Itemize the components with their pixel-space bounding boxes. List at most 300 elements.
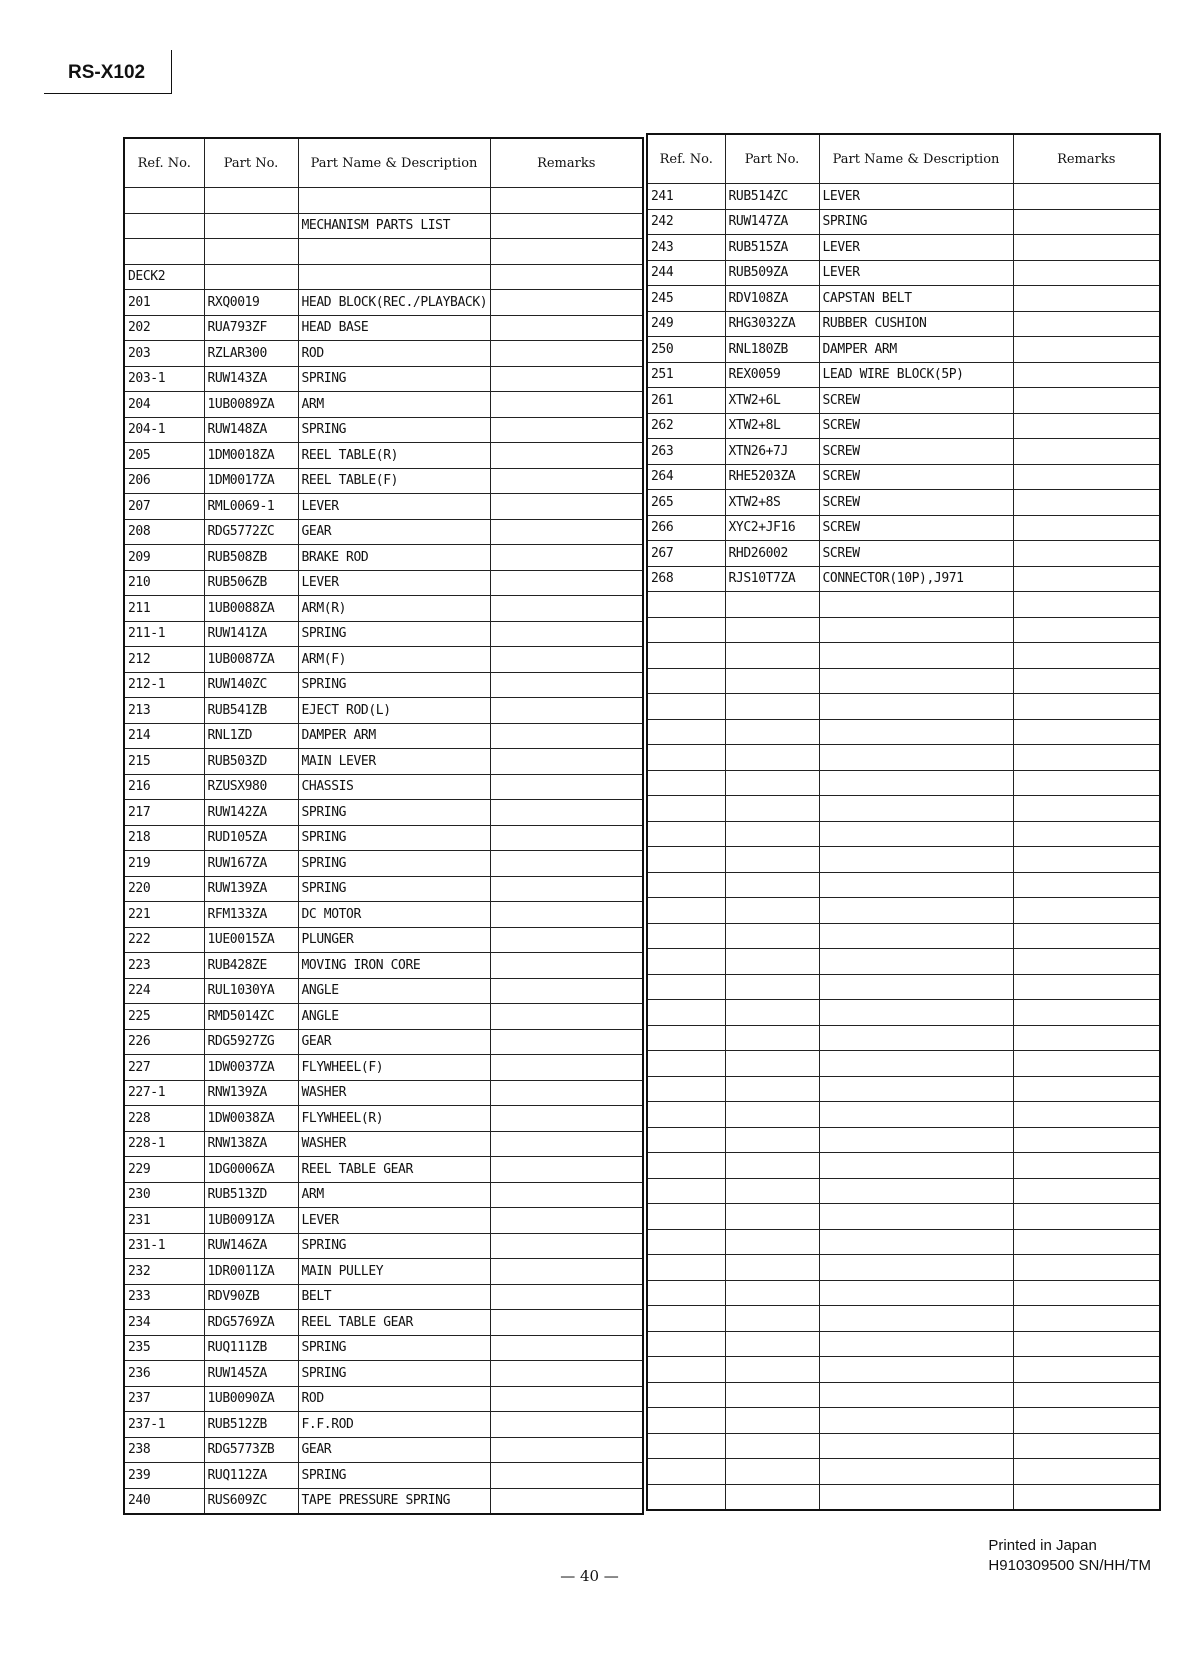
cell-remarks xyxy=(1013,668,1160,694)
table-row xyxy=(647,1459,1160,1485)
cell-part-no: RNW138ZA xyxy=(204,1131,298,1157)
table-row xyxy=(647,1331,1160,1357)
table-row xyxy=(124,621,643,647)
table-row xyxy=(647,337,1160,363)
cell-remarks xyxy=(1013,1382,1160,1408)
table-row xyxy=(124,1463,643,1489)
cell-ref-no: 227 xyxy=(124,1055,204,1081)
table-row xyxy=(647,490,1160,516)
cell-description: SCREW xyxy=(819,413,1013,439)
header-remarks: Remarks xyxy=(1013,134,1160,184)
cell-remarks xyxy=(1013,1459,1160,1485)
cell-description xyxy=(298,264,490,290)
table-row xyxy=(647,949,1160,975)
cell-remarks xyxy=(1013,337,1160,363)
cell-part-no: RUB515ZA xyxy=(725,235,819,261)
cell-remarks xyxy=(1013,1433,1160,1459)
cell-part-no: RDV90ZB xyxy=(204,1284,298,1310)
cell-remarks xyxy=(490,1259,643,1285)
cell-remarks xyxy=(490,1335,643,1361)
table-row xyxy=(647,1204,1160,1230)
table-row xyxy=(647,872,1160,898)
cell-ref-no xyxy=(647,1255,725,1281)
cell-remarks xyxy=(1013,1025,1160,1051)
cell-description: ROD xyxy=(298,341,490,367)
table-row xyxy=(647,1382,1160,1408)
cell-description xyxy=(819,745,1013,771)
cell-description: CONNECTOR(10P),J971 xyxy=(819,566,1013,592)
cell-part-no xyxy=(725,821,819,847)
table-row xyxy=(124,647,643,673)
cell-remarks xyxy=(490,953,643,979)
cell-part-no: RDV108ZA xyxy=(725,286,819,312)
cell-description xyxy=(819,1459,1013,1485)
cell-remarks xyxy=(490,1157,643,1183)
table-row xyxy=(124,774,643,800)
table-row xyxy=(124,825,643,851)
cell-remarks xyxy=(490,851,643,877)
cell-remarks xyxy=(1013,362,1160,388)
cell-part-no: 1UB0091ZA xyxy=(204,1208,298,1234)
cell-remarks xyxy=(490,698,643,724)
cell-part-no: RNL1ZD xyxy=(204,723,298,749)
table-header-row xyxy=(124,138,643,188)
cell-remarks xyxy=(1013,694,1160,720)
cell-description: CAPSTAN BELT xyxy=(819,286,1013,312)
cell-ref-no: 240 xyxy=(124,1488,204,1514)
cell-part-no xyxy=(725,898,819,924)
cell-part-no xyxy=(725,796,819,822)
table-row xyxy=(124,213,643,239)
cell-remarks xyxy=(490,1284,643,1310)
cell-ref-no xyxy=(647,847,725,873)
cell-remarks xyxy=(1013,1484,1160,1510)
cell-part-no: RDG5769ZA xyxy=(204,1310,298,1336)
cell-description xyxy=(819,1357,1013,1383)
cell-part-no xyxy=(725,1127,819,1153)
cell-ref-no: 268 xyxy=(647,566,725,592)
cell-ref-no: 220 xyxy=(124,876,204,902)
cell-part-no: RNL180ZB xyxy=(725,337,819,363)
cell-part-no xyxy=(725,1306,819,1332)
cell-description: SPRING xyxy=(298,417,490,443)
cell-ref-no: 213 xyxy=(124,698,204,724)
cell-remarks xyxy=(1013,541,1160,567)
table-row xyxy=(647,719,1160,745)
header-ref-no: Ref. No. xyxy=(647,134,725,184)
cell-remarks xyxy=(1013,898,1160,924)
cell-remarks xyxy=(490,443,643,469)
cell-ref-no: 245 xyxy=(647,286,725,312)
cell-part-no xyxy=(725,872,819,898)
cell-ref-no: 210 xyxy=(124,570,204,596)
cell-remarks xyxy=(1013,184,1160,210)
cell-part-no xyxy=(725,1204,819,1230)
cell-ref-no xyxy=(647,1000,725,1026)
cell-ref-no: 261 xyxy=(647,388,725,414)
table-row xyxy=(647,209,1160,235)
cell-description xyxy=(819,1076,1013,1102)
cell-remarks xyxy=(490,213,643,239)
cell-part-no: RUB541ZB xyxy=(204,698,298,724)
table-row xyxy=(647,1076,1160,1102)
cell-description: SCREW xyxy=(819,439,1013,465)
cell-description: SPRING xyxy=(298,366,490,392)
table-row xyxy=(647,464,1160,490)
cell-part-no xyxy=(204,264,298,290)
cell-part-no: RUW167ZA xyxy=(204,851,298,877)
cell-remarks xyxy=(1013,1102,1160,1128)
cell-ref-no xyxy=(647,974,725,1000)
cell-ref-no: 244 xyxy=(647,260,725,286)
cell-part-no: RUW145ZA xyxy=(204,1361,298,1387)
cell-remarks xyxy=(490,1208,643,1234)
cell-ref-no xyxy=(647,949,725,975)
cell-remarks xyxy=(490,1080,643,1106)
table-row xyxy=(124,596,643,622)
cell-ref-no: 266 xyxy=(647,515,725,541)
cell-description xyxy=(819,1306,1013,1332)
cell-ref-no xyxy=(647,1331,725,1357)
cell-part-no xyxy=(725,1076,819,1102)
cell-remarks xyxy=(490,570,643,596)
cell-description: SCREW xyxy=(819,541,1013,567)
cell-ref-no: 211 xyxy=(124,596,204,622)
cell-part-no: RUS609ZC xyxy=(204,1488,298,1514)
cell-ref-no xyxy=(647,1484,725,1510)
cell-part-no xyxy=(204,213,298,239)
cell-description xyxy=(819,796,1013,822)
cell-part-no: XTW2+6L xyxy=(725,388,819,414)
cell-remarks xyxy=(490,341,643,367)
cell-description xyxy=(819,1127,1013,1153)
cell-description xyxy=(819,719,1013,745)
table-row xyxy=(647,439,1160,465)
cell-remarks xyxy=(1013,872,1160,898)
cell-remarks xyxy=(1013,413,1160,439)
cell-description xyxy=(819,1102,1013,1128)
cell-ref-no: 217 xyxy=(124,800,204,826)
cell-remarks xyxy=(490,1182,643,1208)
cell-ref-no: 231 xyxy=(124,1208,204,1234)
cell-remarks xyxy=(1013,311,1160,337)
cell-remarks xyxy=(490,876,643,902)
cell-description: GEAR xyxy=(298,1437,490,1463)
cell-ref-no: 262 xyxy=(647,413,725,439)
table-row xyxy=(124,927,643,953)
cell-description: F.F.ROD xyxy=(298,1412,490,1438)
cell-ref-no xyxy=(647,1433,725,1459)
cell-ref-no xyxy=(647,592,725,618)
cell-part-no xyxy=(725,770,819,796)
header-ref-no: Ref. No. xyxy=(124,138,204,188)
cell-part-no xyxy=(725,1102,819,1128)
table-row xyxy=(124,698,643,724)
cell-remarks xyxy=(1013,974,1160,1000)
table-row xyxy=(647,617,1160,643)
cell-ref-no: 231-1 xyxy=(124,1233,204,1259)
table-row xyxy=(124,519,643,545)
cell-part-no xyxy=(204,188,298,214)
cell-ref-no: 202 xyxy=(124,315,204,341)
cell-description xyxy=(819,821,1013,847)
table-row xyxy=(124,1004,643,1030)
header-part-no: Part No. xyxy=(204,138,298,188)
cell-ref-no: DECK2 xyxy=(124,264,204,290)
cell-remarks xyxy=(490,621,643,647)
cell-ref-no xyxy=(647,898,725,924)
cell-ref-no xyxy=(647,668,725,694)
cell-description: SCREW xyxy=(819,388,1013,414)
cell-remarks xyxy=(490,417,643,443)
cell-remarks xyxy=(1013,949,1160,975)
cell-remarks xyxy=(490,647,643,673)
cell-description: SPRING xyxy=(298,1361,490,1387)
cell-part-no: XTN26+7J xyxy=(725,439,819,465)
table-row xyxy=(647,1178,1160,1204)
cell-remarks xyxy=(1013,719,1160,745)
table-row xyxy=(124,290,643,316)
table-row xyxy=(647,643,1160,669)
cell-ref-no xyxy=(647,1102,725,1128)
cell-ref-no: 265 xyxy=(647,490,725,516)
cell-part-no: 1UB0090ZA xyxy=(204,1386,298,1412)
cell-description: SPRING xyxy=(819,209,1013,235)
cell-description: SPRING xyxy=(298,1233,490,1259)
cell-ref-no xyxy=(647,770,725,796)
cell-part-no xyxy=(725,1382,819,1408)
cell-ref-no xyxy=(124,213,204,239)
cell-ref-no: 249 xyxy=(647,311,725,337)
table-row xyxy=(647,515,1160,541)
cell-part-no: RHD26002 xyxy=(725,541,819,567)
table-row xyxy=(647,388,1160,414)
cell-part-no: RUW141ZA xyxy=(204,621,298,647)
cell-remarks xyxy=(1013,923,1160,949)
table-row xyxy=(647,362,1160,388)
cell-description: HEAD BASE xyxy=(298,315,490,341)
cell-ref-no: 238 xyxy=(124,1437,204,1463)
cell-ref-no: 228 xyxy=(124,1106,204,1132)
table-row xyxy=(124,239,643,265)
table-row xyxy=(647,974,1160,1000)
cell-ref-no xyxy=(647,719,725,745)
table-row xyxy=(124,1106,643,1132)
cell-remarks xyxy=(490,1106,643,1132)
cell-ref-no: 242 xyxy=(647,209,725,235)
cell-remarks xyxy=(1013,439,1160,465)
cell-description: FLYWHEEL(R) xyxy=(298,1106,490,1132)
table-row xyxy=(647,541,1160,567)
cell-remarks xyxy=(1013,260,1160,286)
cell-ref-no: 216 xyxy=(124,774,204,800)
cell-remarks xyxy=(1013,1051,1160,1077)
cell-part-no: RUA793ZF xyxy=(204,315,298,341)
cell-description xyxy=(298,188,490,214)
parts-table-left xyxy=(123,137,644,1515)
cell-part-no: RXQ0019 xyxy=(204,290,298,316)
cell-remarks xyxy=(1013,1153,1160,1179)
cell-remarks xyxy=(1013,1127,1160,1153)
cell-description xyxy=(819,1331,1013,1357)
cell-description xyxy=(819,1280,1013,1306)
table-row xyxy=(647,796,1160,822)
cell-description: SCREW xyxy=(819,490,1013,516)
cell-remarks xyxy=(490,774,643,800)
cell-part-no: RUQ112ZA xyxy=(204,1463,298,1489)
cell-description: LEAD WIRE BLOCK(5P) xyxy=(819,362,1013,388)
table-row xyxy=(647,1025,1160,1051)
table-row xyxy=(647,1000,1160,1026)
cell-description: ARM xyxy=(298,392,490,418)
table-row xyxy=(124,315,643,341)
cell-part-no: RUQ111ZB xyxy=(204,1335,298,1361)
cell-part-no: RUW146ZA xyxy=(204,1233,298,1259)
cell-ref-no xyxy=(124,239,204,265)
table-row xyxy=(124,1080,643,1106)
cell-description: SPRING xyxy=(298,825,490,851)
cell-ref-no: 211-1 xyxy=(124,621,204,647)
table-row xyxy=(647,1229,1160,1255)
table-row xyxy=(124,443,643,469)
table-row xyxy=(647,668,1160,694)
cell-description: MAIN LEVER xyxy=(298,749,490,775)
table-row xyxy=(124,366,643,392)
table-row xyxy=(647,847,1160,873)
table-row xyxy=(124,341,643,367)
table-row xyxy=(647,184,1160,210)
cell-description xyxy=(819,1382,1013,1408)
cell-ref-no: 229 xyxy=(124,1157,204,1183)
table-row xyxy=(647,1153,1160,1179)
table-row xyxy=(124,188,643,214)
cell-remarks xyxy=(490,1386,643,1412)
cell-ref-no xyxy=(647,796,725,822)
cell-remarks xyxy=(490,1361,643,1387)
cell-ref-no xyxy=(647,694,725,720)
cell-part-no: RUB514ZC xyxy=(725,184,819,210)
table-row xyxy=(647,235,1160,261)
table-row xyxy=(124,851,643,877)
table-row xyxy=(647,286,1160,312)
cell-part-no: 1UB0089ZA xyxy=(204,392,298,418)
cell-ref-no: 230 xyxy=(124,1182,204,1208)
cell-ref-no xyxy=(647,923,725,949)
cell-part-no xyxy=(725,1051,819,1077)
header-part-no: Part No. xyxy=(725,134,819,184)
cell-remarks xyxy=(490,239,643,265)
cell-description: ARM(R) xyxy=(298,596,490,622)
cell-ref-no: 237-1 xyxy=(124,1412,204,1438)
cell-remarks xyxy=(1013,847,1160,873)
cell-ref-no: 215 xyxy=(124,749,204,775)
cell-description: SPRING xyxy=(298,621,490,647)
table-row xyxy=(124,1437,643,1463)
cell-remarks xyxy=(490,672,643,698)
cell-part-no xyxy=(725,1280,819,1306)
table-row xyxy=(647,1280,1160,1306)
cell-part-no xyxy=(725,847,819,873)
cell-remarks xyxy=(490,519,643,545)
cell-remarks xyxy=(490,494,643,520)
cell-remarks xyxy=(490,264,643,290)
cell-remarks xyxy=(1013,515,1160,541)
cell-description: SPRING xyxy=(298,1335,490,1361)
table-row xyxy=(647,770,1160,796)
cell-ref-no: 239 xyxy=(124,1463,204,1489)
print-code: H910309500 SN/HH/TM xyxy=(988,1557,1151,1574)
table-row xyxy=(124,570,643,596)
cell-part-no: RJS10T7ZA xyxy=(725,566,819,592)
cell-remarks xyxy=(490,1233,643,1259)
cell-ref-no: 235 xyxy=(124,1335,204,1361)
table-row xyxy=(647,1408,1160,1434)
cell-part-no: RUB503ZD xyxy=(204,749,298,775)
cell-ref-no: 219 xyxy=(124,851,204,877)
cell-part-no: 1DW0037ZA xyxy=(204,1055,298,1081)
cell-description xyxy=(819,1408,1013,1434)
cell-description xyxy=(819,1433,1013,1459)
cell-part-no: 1DM0017ZA xyxy=(204,468,298,494)
cell-part-no: RUB428ZE xyxy=(204,953,298,979)
cell-remarks xyxy=(1013,1076,1160,1102)
cell-part-no xyxy=(725,1153,819,1179)
cell-ref-no: 208 xyxy=(124,519,204,545)
table-row xyxy=(124,1386,643,1412)
table-row xyxy=(647,1051,1160,1077)
cell-remarks xyxy=(1013,796,1160,822)
cell-description: RUBBER CUSHION xyxy=(819,311,1013,337)
cell-ref-no xyxy=(647,1076,725,1102)
table-row xyxy=(124,494,643,520)
cell-remarks xyxy=(490,927,643,953)
table-row xyxy=(124,1208,643,1234)
cell-part-no: 1DR0011ZA xyxy=(204,1259,298,1285)
cell-ref-no xyxy=(647,643,725,669)
cell-part-no: RHG3032ZA xyxy=(725,311,819,337)
cell-ref-no xyxy=(647,1025,725,1051)
table-row xyxy=(647,260,1160,286)
cell-part-no xyxy=(725,719,819,745)
cell-description: MECHANISM PARTS LIST xyxy=(298,213,490,239)
cell-remarks xyxy=(490,1055,643,1081)
cell-description: DC MOTOR xyxy=(298,902,490,928)
cell-remarks xyxy=(1013,464,1160,490)
table-row xyxy=(124,264,643,290)
cell-description: MAIN PULLEY xyxy=(298,1259,490,1285)
table-row xyxy=(647,311,1160,337)
cell-ref-no xyxy=(647,1229,725,1255)
cell-description xyxy=(819,643,1013,669)
cell-part-no: 1UE0015ZA xyxy=(204,927,298,953)
cell-description: CHASSIS xyxy=(298,774,490,800)
table-row xyxy=(124,876,643,902)
cell-ref-no xyxy=(647,1280,725,1306)
cell-remarks xyxy=(1013,1408,1160,1434)
cell-remarks xyxy=(490,545,643,571)
cell-description xyxy=(819,1255,1013,1281)
table-row xyxy=(647,413,1160,439)
cell-remarks xyxy=(1013,490,1160,516)
cell-description: ROD xyxy=(298,1386,490,1412)
cell-ref-no: 250 xyxy=(647,337,725,363)
cell-part-no: RUD105ZA xyxy=(204,825,298,851)
cell-ref-no: 209 xyxy=(124,545,204,571)
table-row xyxy=(124,1310,643,1336)
cell-description: REEL TABLE GEAR xyxy=(298,1310,490,1336)
cell-ref-no: 243 xyxy=(647,235,725,261)
table-row xyxy=(647,1433,1160,1459)
